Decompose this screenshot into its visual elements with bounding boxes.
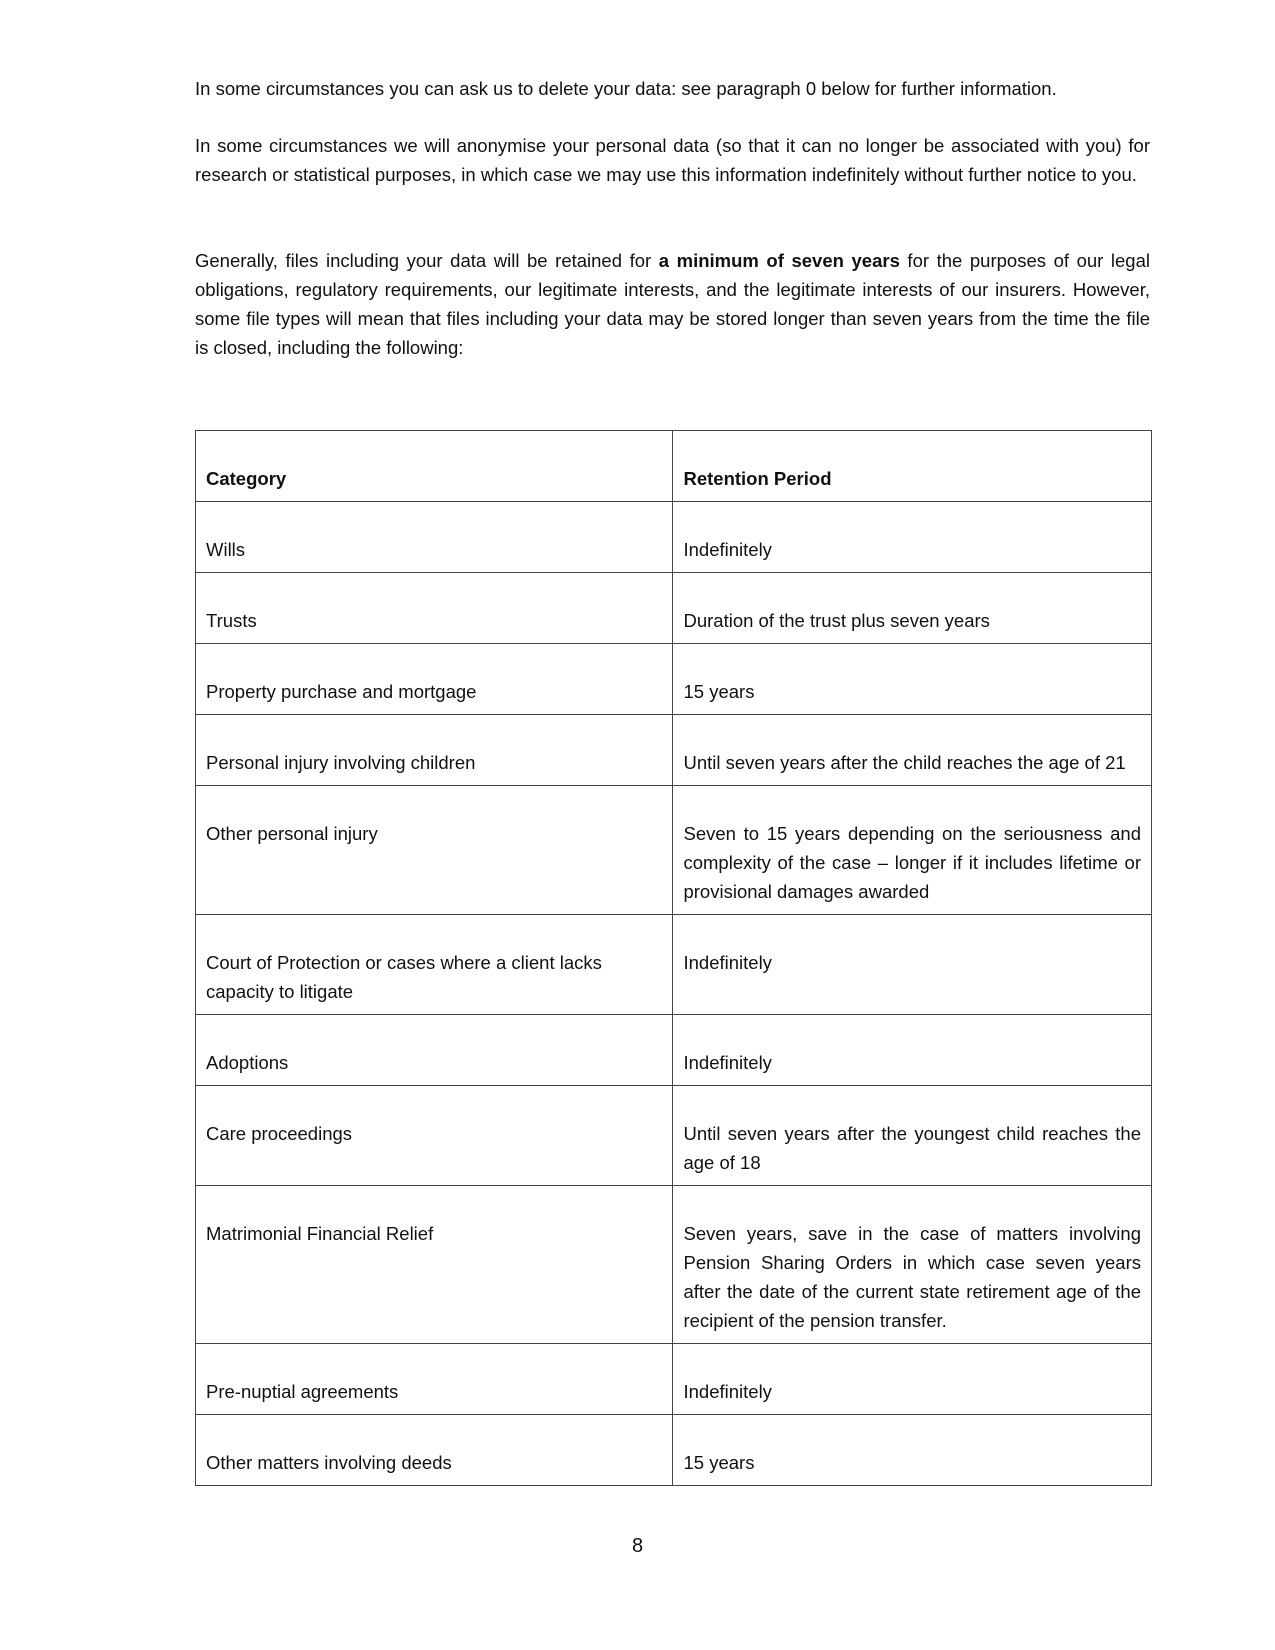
table-row [196, 1415, 1152, 1486]
retention-text-after: for the purposes of our legal obligations, regulatory requirements, our legitimate interests, and the legitimate interests of our insurers. However, some file types will mean that files including your data may be stored longer than seven years from the time the file is closed, including the following: [195, 250, 1150, 358]
retention-text-before: Generally, files including your data will be retained for [195, 250, 659, 271]
paragraph-deletion: In some circumstances you can ask us to delete your data: see paragraph 0 below for further information. [195, 78, 1057, 99]
retention-period-cell: Seven years, save in the case of matters involving Pension Sharing Orders in which case seven years after the date of the current state retirement age of the recipient of the pension transfer. [683, 1223, 1141, 1331]
paragraph-anonymise: In some circumstances we will anonymise your personal data (so that it can no longer be associated with you) for research or statistical purposes, in which case we may use this information indefinitely without further notice to you. [195, 135, 1150, 185]
retention-period-cell: Indefinitely [683, 952, 772, 973]
table-row [196, 644, 1152, 715]
category-cell: Other personal injury [206, 823, 378, 844]
category-cell: Personal injury involving children [206, 752, 476, 773]
table-header-row [196, 431, 1152, 502]
category-cell: Care proceedings [206, 1123, 353, 1144]
table-row [196, 1015, 1152, 1086]
retention-emphasis: a minimum of seven years [658, 250, 900, 271]
retention-period-cell: 15 years [683, 1452, 755, 1473]
retention-period-cell: 15 years [683, 681, 755, 702]
category-cell: Matrimonial Financial Relief [206, 1223, 434, 1244]
table-row [196, 1086, 1152, 1186]
header-category: Category [206, 468, 287, 489]
table-row [196, 502, 1152, 573]
retention-period-cell: Duration of the trust plus seven years [683, 610, 990, 631]
category-cell: Court of Protection or cases where a client lacks capacity to litigate [206, 952, 602, 1002]
header-retention-period: Retention Period [683, 468, 832, 489]
table-row [196, 715, 1152, 786]
page-number: 8 [631, 1535, 644, 1557]
retention-table [195, 430, 1152, 1486]
category-cell: Property purchase and mortgage [206, 681, 477, 702]
retention-period-cell: Until seven years after the child reaches the age of 21 [683, 752, 1126, 773]
category-cell: Pre-nuptial agreements [206, 1381, 399, 1402]
retention-period-cell: Indefinitely [683, 1381, 772, 1402]
retention-period-cell: Until seven years after the youngest child reaches the age of 18 [683, 1123, 1141, 1173]
table-row [196, 1186, 1152, 1344]
table-row [196, 573, 1152, 644]
table-row [196, 915, 1152, 1015]
paragraph-retention [195, 246, 1150, 362]
category-cell: Trusts [206, 610, 257, 631]
category-cell: Wills [206, 539, 246, 560]
table-row [196, 1344, 1152, 1415]
category-cell: Other matters involving deeds [206, 1452, 452, 1473]
retention-period-cell: Indefinitely [683, 539, 772, 560]
retention-period-cell: Indefinitely [683, 1052, 772, 1073]
retention-period-cell: Seven to 15 years depending on the seriousness and complexity of the case – longer if it includes lifetime or provisional damages awarded [683, 823, 1141, 902]
table-row [196, 786, 1152, 915]
category-cell: Adoptions [206, 1052, 289, 1073]
